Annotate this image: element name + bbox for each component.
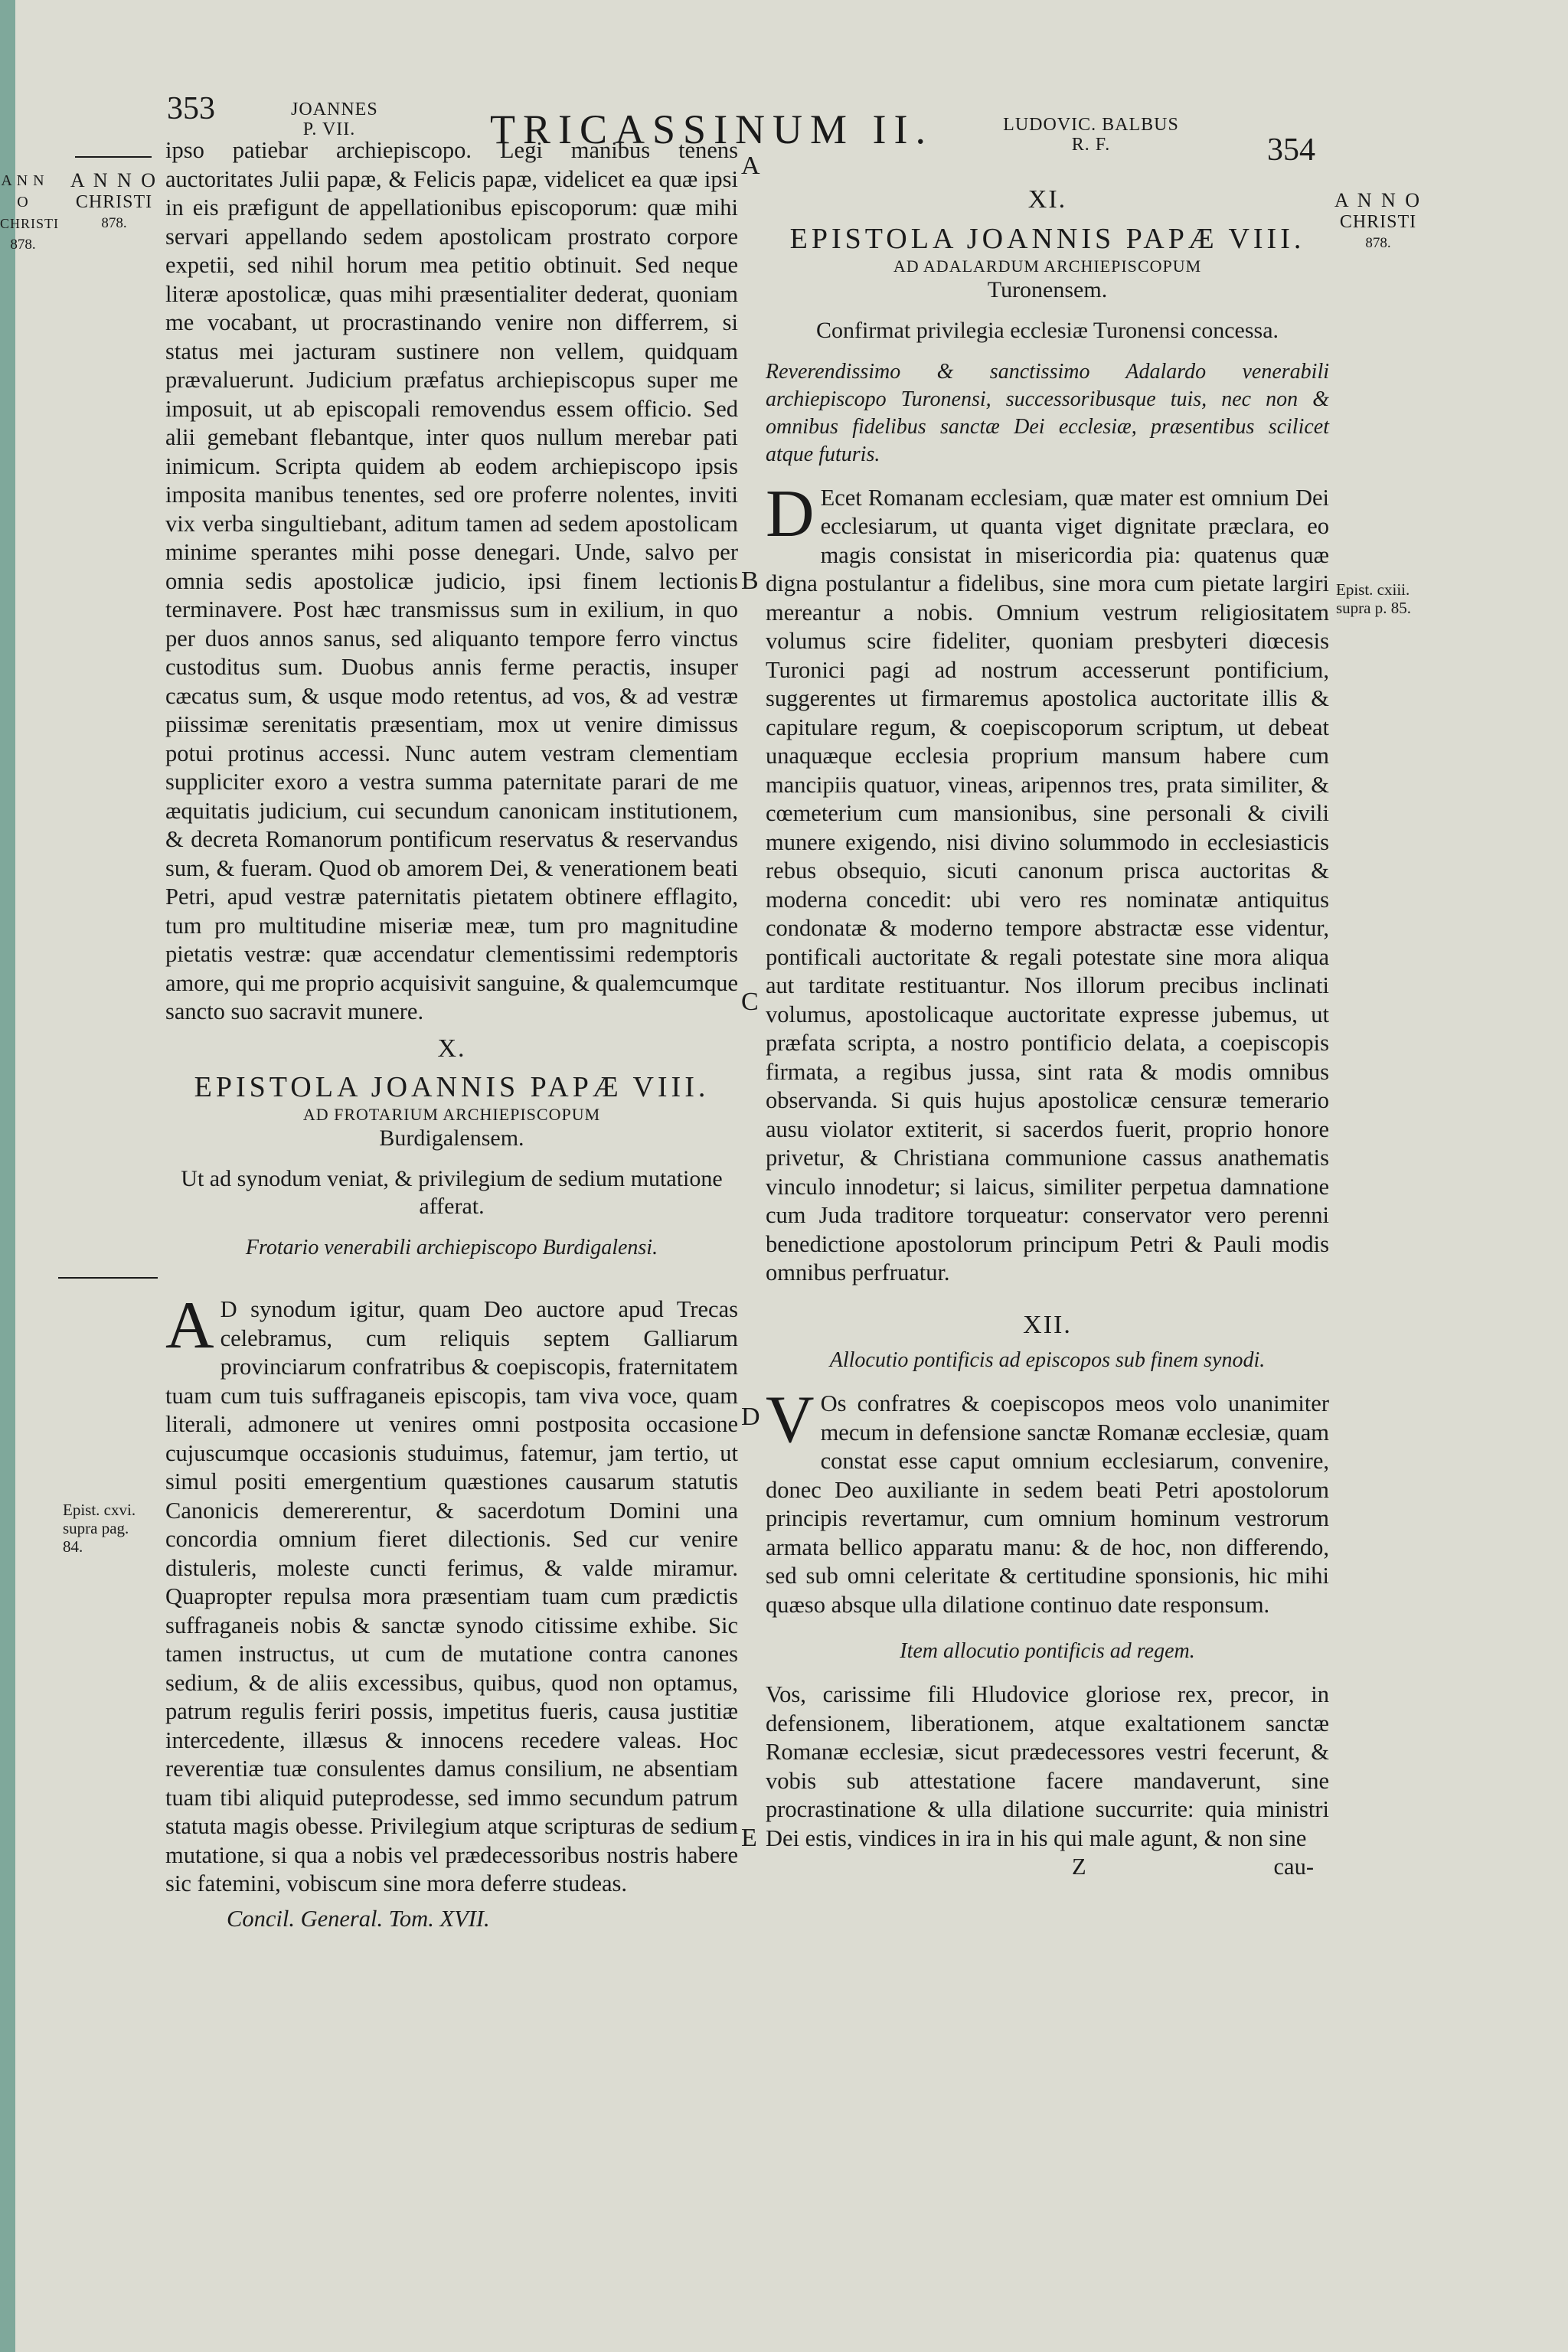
marker-a: A <box>741 152 760 180</box>
left-edge-anno <box>0 170 60 256</box>
signature-mark: Z <box>1072 1854 1086 1880</box>
dropcap-d: D <box>766 476 815 551</box>
margin-ref-left-line1: Epist. cxvi. <box>63 1501 136 1519</box>
left-column <box>165 136 738 1933</box>
section-number-xi: XI. <box>1027 185 1067 214</box>
header-rule <box>75 156 152 158</box>
epistle-xi-recipient: AD ADALARDUM ARCHIEPISCOPUM <box>893 256 1202 276</box>
page-signature-line <box>766 1853 1329 1883</box>
allocutio-regem-heading: Item allocutio pontificis ad regem. <box>900 1639 1195 1663</box>
epistle-x-title: EPISTOLA JOANNIS PAPÆ VIII. <box>194 1071 710 1103</box>
margin-ref-left <box>63 1501 162 1556</box>
catchword: cau- <box>1273 1854 1314 1880</box>
allocutio-episcopos-text: Os confratres & coepiscopos meos volo unanimiter mecum in defensione sanctæ Romanæ ecclesiæ, quam constat esse caput omnium ecclesiarum, convenire, donec Deo auxiliante in sedem beati Petri apostolorum principis revertamur, cum omnium hominum vestrorum armata bellico apparatu manu: & de hoc, non differendo, sed sub omni celeritate & certitudine sponsionis, hic mihi quæso absque ulla dilatione continuo date responsum. <box>766 1390 1329 1618</box>
year-right: 878. <box>1365 235 1391 251</box>
section-number-x: X. <box>437 1034 466 1063</box>
running-head-right-bottom: R. F. <box>1071 135 1111 155</box>
left-edge-anno-word: A N N O <box>1 172 45 211</box>
running-head-left <box>291 100 378 139</box>
margin-ref-left-line2: supra pag. <box>63 1519 129 1537</box>
page-number-left: 353 <box>167 91 215 126</box>
dropcap-a: A <box>165 1289 214 1363</box>
year-left: 878. <box>101 215 127 231</box>
epistle-xi-body-text: Ecet Romanam ecclesiam, quæ mater est omnium Dei ecclesiarum, ut quanta viget dignitate præclara, eo magis consistat in misericordia pia: quatenus quæ digna postulantur a fidelibus, sine mora cum pietate largiri mereantur a nobis. Omnium vestrum religiositatem volumus scire fideliter, quoniam presbyteri diœcesis Turonici pagi ad nostrum accesserunt pontificium, suggerentes ut firmaremus apostolica auctoritate illis & capitulare regum, & coepiscoporum scriptum, ut debeat unaquæque ecclesia proprium mansum habere cum mancipiis quatuor, vineas, aripennos tres, prata similiter, & cœmeterium cum mansionibus, sine personali & civili munere exigendo, nisi divino solummodo in ecclesiasticis rebus obsequio, sicuti canonum prisca auctoritas & moderna concedit: ubi vero res nominatæ antiquitus condonatæ & moderno tempore abstractæ esse videntur, pontificali auctoritate & regali potestate sine mora aliqua aut tarditate restituantur. Nos illorum precibus inclinati volumus, apostolicaque auctoritate expresse jubemus, ut præfata scripta, a nostro pontificio delata, a coepiscopis firmata, a regibus jussa, sint rata & modis omnibus observanda. Si quis hujus apostolicæ censuræ temerario ausu violator extiterit, si sacerdos fuerit, proprio honore privetur, & Christiana communione cassus anathematis vinculo innodetur; si laicus, similiter perpetua damnatione cum Juda traditore torqueatur: conservator vero perenni benedictione apostolorum principum Petri & Pauli modis omnibus perfruatur. <box>766 484 1329 1285</box>
margin-ref-right-line2: supra p. 85. <box>1336 599 1411 617</box>
epistle-x-recipient: AD FROTARIUM ARCHIEPISCOPUM <box>302 1105 601 1124</box>
anno-christi-left <box>69 170 159 234</box>
margin-ref-left-line3: 84. <box>63 1537 83 1556</box>
marker-c: C <box>741 988 759 1016</box>
epistle-xi-title: EPISTOLA JOANNIS PAPÆ VIII. <box>789 222 1305 255</box>
marker-e: E <box>741 1824 757 1852</box>
running-head-right <box>988 115 1194 155</box>
address-rule <box>58 1277 158 1279</box>
allocutio-regem-body: Vos, carissime fili Hludovice gloriose rex, precor, in defensionem, liberationem, atque exaltationem sanctæ Romanæ ecclesiæ, sicut prædecessores vestri fecerunt, & vobis sub attestatione facere mandaverunt, sine procrastinatione & ulla dilatione succurrite: quia ministri Dei estis, vindices in ira in his qui male agunt, & non sine <box>766 1681 1329 1851</box>
epistle-x-address: Frotario venerabili archiepiscopo Burdigalensi. <box>245 1236 658 1259</box>
epistle-x-body-text: D synodum igitur, quam Deo auctore apud Trecas celebramus, cum reliquis septem Galliarum provinciarum confratribus & coepiscopis, fraternitatem tuam cum tuis suffraganeis episcopis, tam viva voce, quam literali, admonere ut venires omni postposita occasione cujuscumque occasionis studuimus, fatemur, jam tertio, ut simul positi emergentium quæstiones causarum statutis Canonicis demererentur, & sacerdotum Domini una concordia omnium fieret dilectionis. Sed cur venire distuleris, moleste cuncti ferimus, & valde miramur. Quapropter repulsa mora præsentiam tuam cum prædictis suffraganeis nobis & sanctæ synodo citissime exhibe. Sic tamen instructus, ut cum de mutatione contra canones sedium, & de aliis excessibus, quibus, quod non optamus, patrum regulis feriri possis, impetitus fueris, causa justitiæ intercedente, illæsus & innocens recedere valeas. Hoc reverentiæ tuæ consulentes damus consilium, ne absentiam tuam tibi aliquid puteprodesse, sed immo secundum patrum statuta magis obesse. Privilegium atque scripturas de sedium mutatione, si qua a nobis vel prædecessoribus nostris habere sic fatemini, vobiscum sine mora deferre studeas. <box>165 1296 738 1896</box>
epistle-xi-body <box>766 476 1329 1288</box>
margin-ref-right-line1: Epist. cxiii. <box>1336 580 1410 599</box>
anno-left-word: A N N O <box>70 169 158 191</box>
christi-left-word: CHRISTI <box>75 192 153 212</box>
marker-d: D <box>741 1403 760 1431</box>
epistle-x-recipient-city: Burdigalensem. <box>379 1125 524 1151</box>
left-column-text-top: ipso patiebar archiepiscopo. Legi manibus tenens auctoritates Julii papæ, & Felicis papæ, videlicet ea quæ ipsi in eis præfigunt de appellationibus episcoporum: quæ mihi servari appellando sedem apostolicam prostrato corpore expetii, sed nihil horum mea petitio obtinuit. Sed neque literæ apostolicæ, quas mihi præsentialiter dederat, quoniam me vocabant, ut procrastinando venire non differrem, si status mei jacturam sustinere non vellem, quidquam prævaluerunt. Judicium præfatus archiepiscopus super me imposuit, ut ab episcopali removendus essem officio. Sed alii gemebant flebantque, inter quos nullum merebar pati inimicum. Scripta quidem ab eodem archiepiscopo ipsis imposita manibus tenentes, sed ore proferre nolentes, inviti vix verba singultiebant, aditum tamen ad sedem apostolicam minime sperantes mihi posse denegari. Unde, salvo per omnia sedis apostolicæ judicio, ipsi finem lectionis terminavere. Post hæc transmissus sum in exilium, in quo per duos annos sanus, sed aliquanto tempore ferro vinctus custoditus sum. Duobus annis ferme peractis, insuper cæcatus sum, & usque modo retentus, ad vos, & ad vestræ piissimæ serenitatis præsentiam, mox ut venire dimissus potui protinus accessi. Nunc autem vestram clementiam suppliciter exoro a vestra summa paternitate parari de me æquitatis judicium, cui secundum canonicam institutionem, & decreta Romanorum pontificum reservatus & reservandus sum, & fueram. Quod ob amorem Dei, & venerationem beati Petri, apud vestræ paternitatis pietatem obtinere efflagito, tum pro multitudine miseriæ meæ, tum pro magnitudine pietatis vestræ: quæ accendatur clementissimi redemptoris amore, qui me proprio acquisivit sanguine, & qualemcumque sancto suo sacravit munere. <box>165 137 738 1024</box>
epistle-x-argument: Ut ad synodum veniat, & privilegium de sedium mutatione afferat. <box>181 1166 723 1219</box>
left-edge-year: 878. <box>10 237 36 253</box>
binding-spine <box>0 0 15 2352</box>
allocutio-episcopos-heading: Allocutio pontificis ad episcopos sub finem synodi. <box>829 1348 1266 1372</box>
running-title: TRICASSINUM II. <box>490 106 934 152</box>
section-number-xii: XII. <box>1023 1310 1072 1339</box>
epistle-xi-address: Reverendissimo & sanctissimo Adalardo venerabili archiepiscopo Turonensi, successoribusque tuis, nec non & omnibus fidelibus sanctæ Dei ecclesiæ, præsentibus scilicet atque futuris. <box>766 359 1329 466</box>
running-head-left-bottom: P. VII. <box>302 119 356 139</box>
anno-christi-right <box>1328 190 1428 254</box>
epistle-xi-argument: Confirmat privilegia ecclesiæ Turonensi concessa. <box>815 317 1279 343</box>
allocutio-episcopos-body <box>766 1383 1329 1619</box>
page-footer: Concil. General. Tom. XVII. <box>227 1905 490 1932</box>
margin-ref-right <box>1336 580 1451 617</box>
page-number-right: 354 <box>1267 132 1315 168</box>
running-head-left-top: JOANNES <box>291 100 378 119</box>
epistle-xi-recipient-city: Turonensem. <box>987 276 1108 302</box>
marker-b: B <box>741 567 759 595</box>
epistle-x-body <box>165 1289 738 1899</box>
left-edge-christi: CHRISTI <box>0 216 60 231</box>
right-column <box>766 178 1329 1883</box>
running-head-right-top: LUDOVIC. BALBUS <box>1003 115 1179 135</box>
anno-right-word: A N N O <box>1334 189 1423 211</box>
dropcap-v: V <box>766 1383 815 1457</box>
christi-right-word: CHRISTI <box>1339 212 1417 232</box>
